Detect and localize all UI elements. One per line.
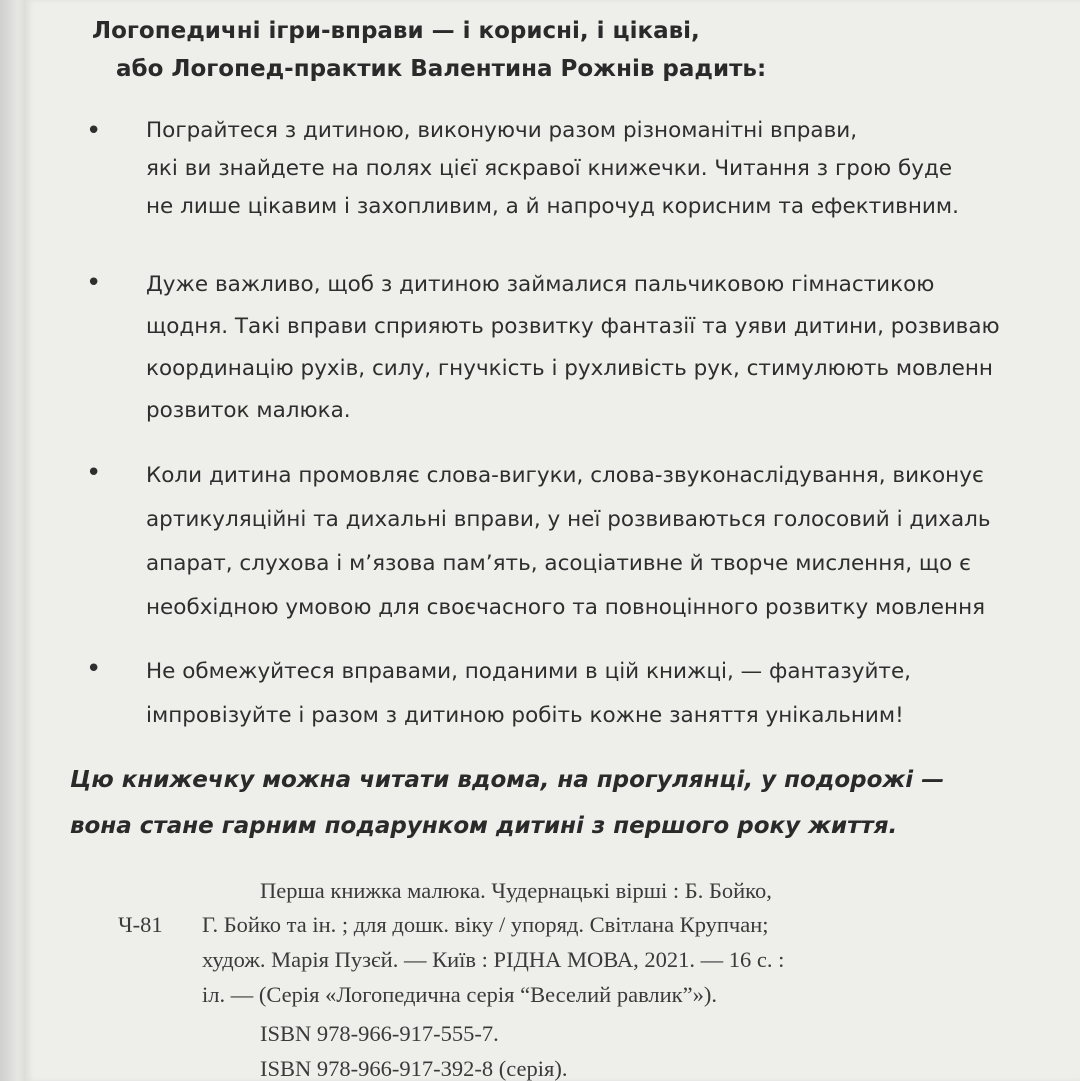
bibliography-line: Перша книжка малюка. Чудернацькі вірші : Б. Бойко, <box>260 878 772 903</box>
isbn-line: ISBN 978-966-917-392-8 (серія). <box>260 1056 568 1081</box>
list-item-line: Не обмежуйтеся вправами, поданими в цій книжці, — фантазуйте, <box>146 659 912 684</box>
bullet-icon: • <box>86 268 102 298</box>
bibliography-line: іл. — (Серія «Логопедична серія “Веселий равлик”»). <box>202 982 717 1007</box>
isbn-line: ISBN 978-966-917-555-7. <box>260 1021 499 1046</box>
list-item-line: Дуже важливо, щоб з дитиною займалися пальчиковою гімнастикою <box>146 272 935 297</box>
list-item-line: Коли дитина промовляє слова-вигуки, слова-звуконаслідування, виконує <box>146 463 984 488</box>
list-item-line: розвиток малюка. <box>146 398 351 423</box>
book-page <box>26 0 1080 1081</box>
list-item-line: апарат, слухова і м’язова пам’ять, асоціативне й творче мислення, що є <box>146 551 971 576</box>
list-item-line: Пограйтеся з дитиною, виконуючи разом різноманітні вправи, <box>146 118 858 143</box>
list-item-line: необхідною умовою для своєчасного та повноцінного розвитку мовлення <box>146 595 986 620</box>
catalog-code: Ч-81 <box>118 912 163 937</box>
list-item-line: артикуляційні та дихальні вправи, у неї розвиваються голосовий і дихаль <box>146 507 991 532</box>
list-item-line: координацію рухів, силу, гнучкість і рухливість рук, стимулюють мовленн <box>146 356 993 381</box>
promo-line-2: вона стане гарним подарунком дитині з першого року життя. <box>70 813 898 839</box>
bullet-icon: • <box>86 116 102 146</box>
list-item-line: не лише цікавим і захопливим, а й напрочуд корисним та ефективним. <box>146 194 959 219</box>
list-item-line: щодня. Такі вправи сприяють розвитку фантазії та уяви дитини, розвиваю <box>146 314 1000 339</box>
list-item-line: імпровізуйте і разом з дитиною робіть кожне заняття унікальним! <box>146 703 904 728</box>
bullet-icon: • <box>86 654 102 684</box>
page-left-edge <box>0 0 26 1081</box>
heading-line-2: або Логопед-практик Валентина Рожнів радить: <box>116 56 767 82</box>
promo-text <box>70 757 1070 849</box>
heading-line-1: Логопедичні ігри-вправи — і корисні, і цікаві, <box>92 18 700 44</box>
advice-list <box>26 0 1080 740</box>
bullet-icon: • <box>86 458 102 488</box>
bibliography-line: худож. Марія Пузєй. — Київ : РІДНА МОВА, 2021. — 16 с. : <box>202 947 785 972</box>
bibliography-line: Г. Бойко та ін. ; для дошк. віку / упоряд. Світлана Крупчан; <box>202 912 769 937</box>
list-item-line: які ви знайдете на полях цієї яскравої книжечки. Читання з грою буде <box>146 156 953 181</box>
promo-line-1: Цю книжечку можна читати вдома, на прогулянці, у подорожі — <box>70 767 945 793</box>
